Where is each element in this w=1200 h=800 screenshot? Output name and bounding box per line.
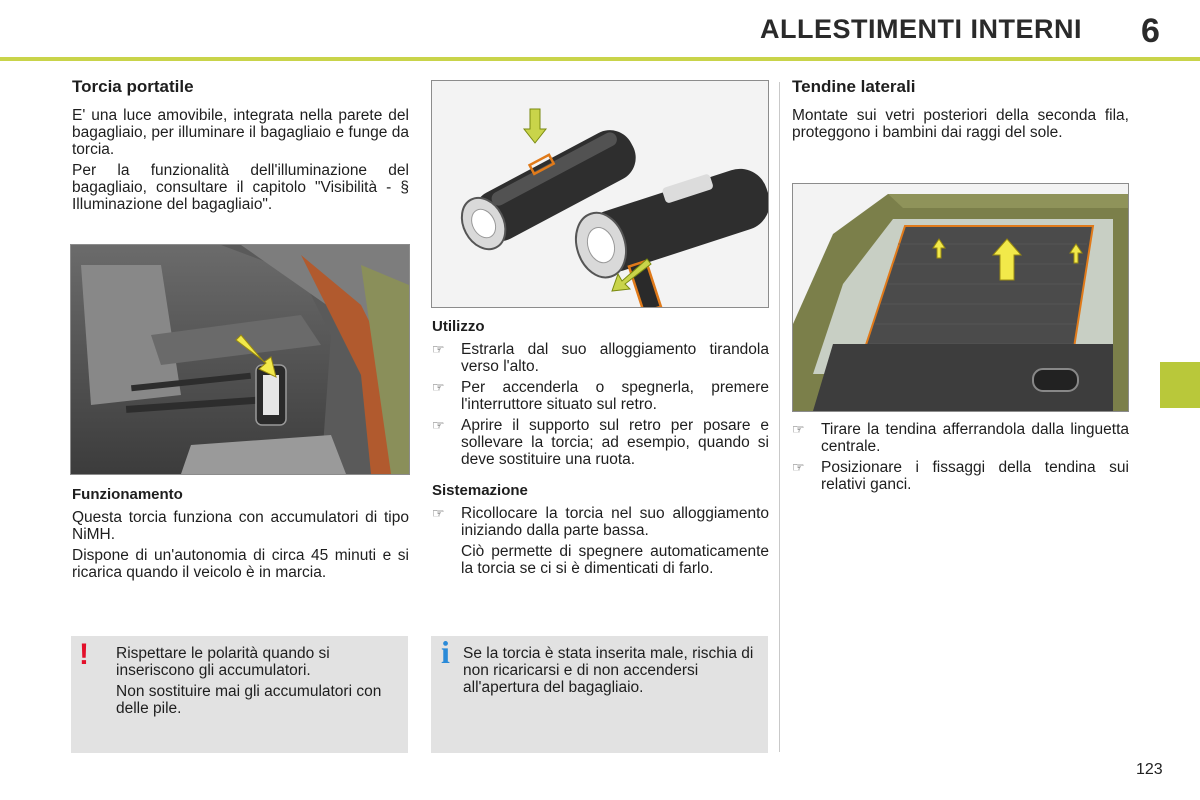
middle-column xyxy=(432,318,769,581)
trunk-illustration xyxy=(70,244,410,475)
exclamation-icon: ! xyxy=(79,638,89,671)
info-text: Se la torcia è stata inserita male, rischia di non ricaricarsi e di non accendersi all'apertura del bagagliaio. xyxy=(463,645,754,696)
utilizzo-list xyxy=(432,341,769,468)
chapter-number: 6 xyxy=(1141,12,1160,50)
section-title-funzionamento: Funzionamento xyxy=(72,486,183,503)
section-title-tendine: Tendine laterali xyxy=(792,77,916,96)
info-box xyxy=(431,636,768,753)
pointing-hand-icon: ☞ xyxy=(792,459,805,475)
list-item: ☞ Ricollocare la torcia nel suo alloggiamento iniziando dalla parte bassa. Ciò permette di spegnere automaticamente la torcia se ci si è dimenticati di farlo. xyxy=(432,505,769,577)
sistemazione-list xyxy=(432,505,769,577)
page-header-title: ALLESTIMENTI INTERNI xyxy=(760,14,1082,44)
section-title-sistemazione: Sistemazione xyxy=(432,482,528,499)
funzionamento-text-2: Dispone di un'autonomia di circa 45 minuti e si ricarica quando il veicolo è in marcia. xyxy=(72,547,409,581)
funzionamento-text-1: Questa torcia funziona con accumulatori di tipo NiMH. xyxy=(72,509,409,543)
pointing-hand-icon: ☞ xyxy=(432,379,445,395)
pointing-hand-icon: ☞ xyxy=(792,421,805,437)
warning-text-1: Rispettare le polarità quando si inseriscono gli accumulatori. xyxy=(116,645,330,679)
pointing-hand-icon: ☞ xyxy=(432,341,445,357)
page-number: 123 xyxy=(1136,761,1163,778)
list-item: ☞ Posizionare i fissaggi della tendina sui relativi ganci. xyxy=(792,459,1129,493)
list-item: ☞ Per accenderla o spegnerla, premere l'interruttore situato sul retro. xyxy=(432,379,769,413)
section-title-utilizzo: Utilizzo xyxy=(432,318,485,335)
torcia-intro-2: Per la funzionalità dell'illuminazione del bagagliaio, consultare il capitolo "Visibilità - § Illuminazione del bagagliaio". xyxy=(72,162,409,213)
list-item: ☞ Tirare la tendina afferrandola dalla linguetta centrale. xyxy=(792,421,1129,455)
list-item: ☞ Aprire il supporto sul retro per posare e sollevare la torcia; ad esempio, quando si deve sostituire una ruota. xyxy=(432,417,769,468)
list-item: ☞ Estrarla dal suo alloggiamento tirandola verso l'alto. xyxy=(432,341,769,375)
warning-text-2: Non sostituire mai gli accumulatori con delle pile. xyxy=(116,683,382,717)
torcia-intro-1: E' una luce amovibile, integrata nella parete del bagagliaio, per illuminare il bagagliaio e funge da torcia. xyxy=(72,107,409,158)
sistemazione-note: Ciò permette di spegnere automaticamente la torcia se ci si è dimenticati di farlo. xyxy=(461,543,769,577)
left-column-bottom xyxy=(72,486,409,585)
tendine-intro: Montate sui vetri posteriori della seconda fila, proteggono i bambini dai raggi del sole. xyxy=(792,107,1129,141)
right-column-top xyxy=(792,78,1129,145)
column-divider xyxy=(779,82,780,752)
chapter-side-tab xyxy=(1160,362,1200,408)
section-title-torcia: Torcia portatile xyxy=(72,77,194,96)
pointing-hand-icon: ☞ xyxy=(432,505,445,521)
pointing-hand-icon: ☞ xyxy=(432,417,445,433)
info-icon: i xyxy=(441,634,450,670)
sunshade-illustration xyxy=(792,183,1129,412)
header-divider xyxy=(0,57,1200,61)
right-column-bottom xyxy=(792,421,1129,497)
flashlight-illustration xyxy=(431,80,769,308)
tendine-list xyxy=(792,421,1129,493)
left-column-top xyxy=(72,78,409,217)
warning-box xyxy=(71,636,408,753)
